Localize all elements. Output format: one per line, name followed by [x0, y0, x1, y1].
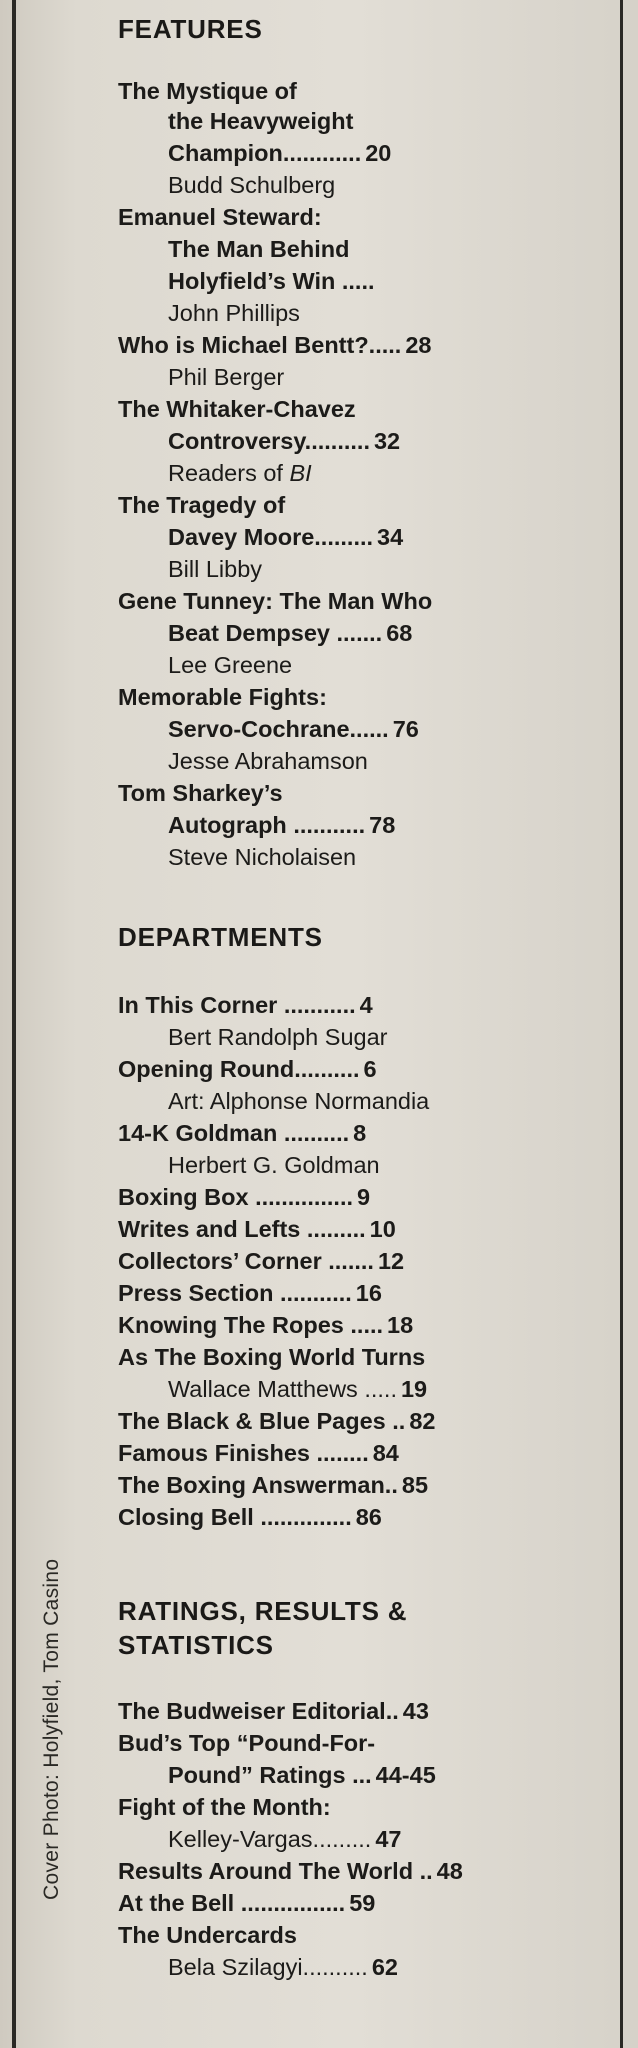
toc-entry-title: Kelley-Vargas......... 47 — [168, 1826, 402, 1852]
toc-entry-author: Art: Alphonse Normandia — [168, 1088, 430, 1114]
toc-entry-author: Jesse Abrahamson — [168, 748, 368, 774]
toc-entry-title: Bud’s Top “Pound-For- — [118, 1730, 376, 1756]
page-number: 86 — [355, 1504, 382, 1530]
page-number: 6 — [363, 1056, 377, 1082]
page-number: 16 — [355, 1280, 382, 1306]
toc-entry-title: Autograph ........... 78 — [168, 812, 396, 838]
toc-entry-title: Servo-Cochrane...... 76 — [168, 716, 419, 742]
toc-entry-author: Phil Berger — [168, 364, 285, 390]
toc-entry-title: The Tragedy of — [118, 492, 286, 518]
toc-entry-title: Emanuel Steward: — [118, 204, 322, 230]
toc-entry-title: Gene Tunney: The Man Who — [118, 588, 433, 614]
toc-entry-title: The Mystique of — [118, 78, 297, 104]
right-border-rule — [620, 0, 623, 2048]
page-number: 48 — [436, 1858, 463, 1884]
toc-entry-author: Readers of BI — [168, 460, 312, 486]
toc-entry-author: Lee Greene — [168, 652, 293, 678]
toc-entry-title: Bela Szilagyi.......... 62 — [168, 1954, 398, 1980]
toc-entry-author: John Phillips — [168, 300, 300, 326]
toc-entry-title: Champion............ 20 — [168, 140, 392, 166]
page-number: 34 — [377, 524, 404, 550]
page-number: 32 — [373, 428, 401, 454]
toc-entry-title: Famous Finishes ........ 84 — [118, 1440, 399, 1466]
toc-entry-title: Results Around The World .. 48 — [118, 1858, 463, 1884]
toc-entry-title: Closing Bell .............. 86 — [118, 1504, 382, 1530]
toc-entry-title: The Black & Blue Pages .. 82 — [118, 1408, 436, 1434]
toc-entry-title: Press Section ........... 16 — [118, 1280, 382, 1306]
toc-entry-author: Budd Schulberg — [168, 172, 336, 198]
page-number: 62 — [371, 1954, 398, 1980]
toc-entry-title: The Whitaker-Chavez — [118, 396, 356, 422]
toc-entry-title: At the Bell ................ 59 — [118, 1890, 376, 1916]
page-number: 8 — [353, 1120, 367, 1146]
page-number: 43 — [402, 1698, 429, 1724]
toc-entry-title: Knowing The Ropes ..... 18 — [118, 1312, 414, 1338]
toc-entry-title: The Budweiser Editorial.. 43 — [118, 1698, 429, 1724]
toc-entry-title: Who is Michael Bentt?..... 28 — [118, 332, 432, 358]
page-number: 76 — [392, 716, 419, 742]
page-number: 59 — [349, 1890, 376, 1916]
page-number: 44-45 — [375, 1762, 436, 1788]
page-number: 4 — [359, 992, 373, 1018]
page-number: 18 — [387, 1312, 414, 1338]
ratings-heading: RATINGS, RESULTS & — [118, 1596, 408, 1626]
features-heading: FEATURES — [118, 14, 263, 44]
left-border-rule — [12, 0, 16, 2048]
toc-entry-author: Bill Libby — [168, 556, 263, 582]
page-number: 19 — [400, 1376, 428, 1402]
page-number: 12 — [377, 1248, 405, 1274]
toc-entry-author: Herbert G. Goldman — [168, 1152, 380, 1178]
toc-entry-title: Fight of the Month: — [118, 1794, 331, 1820]
departments-heading: DEPARTMENTS — [118, 922, 323, 952]
toc-entry-title: Opening Round.......... 6 — [118, 1056, 377, 1082]
page-number: 68 — [386, 620, 413, 646]
toc-entry-title: Collectors’ Corner ....... 12 — [118, 1248, 405, 1274]
toc-entry-title: The Boxing Answerman.. 85 — [118, 1472, 429, 1498]
page-number: 78 — [369, 812, 396, 838]
page-number: 20 — [365, 140, 392, 166]
toc-entry-title: Beat Dempsey ....... 68 — [168, 620, 413, 646]
page-number: 85 — [401, 1472, 429, 1498]
toc-entry-author: Steve Nicholaisen — [168, 844, 357, 870]
toc-entry-author: Wallace Matthews ..... 19 — [168, 1376, 428, 1402]
toc-entry-title: The Man Behind — [168, 236, 350, 262]
toc-entry-title: Pound” Ratings ... 44-45 — [168, 1762, 436, 1788]
page-number: 82 — [409, 1408, 436, 1434]
toc-entry-title: In This Corner ........... 4 — [118, 992, 373, 1018]
page-number: 47 — [375, 1826, 402, 1852]
toc-entry-title: the Heavyweight — [168, 108, 354, 134]
toc-entry-title: Memorable Fights: — [118, 684, 327, 710]
toc-entry-title: Controversy.......... 32 — [168, 428, 401, 454]
toc-entry-title: Boxing Box ............... 9 — [118, 1184, 371, 1210]
toc-entry-title: Tom Sharkey’s — [118, 780, 283, 806]
toc-entry-author: Bert Randolph Sugar — [168, 1024, 388, 1050]
page-number: 28 — [405, 332, 432, 358]
toc-entry-title: The Undercards — [118, 1922, 297, 1948]
toc-entry-title: As The Boxing World Turns — [118, 1344, 426, 1370]
cover-photo-credit: Cover Photo: Holyfield, Tom Casino — [40, 1558, 63, 1900]
toc-entry-title: Holyfield’s Win ..... — [168, 268, 375, 294]
page-number: 9 — [357, 1184, 371, 1210]
page-number: 84 — [372, 1440, 399, 1466]
toc-entry-title: Writes and Lefts ......... 10 — [118, 1216, 396, 1242]
toc-entry-title: 14-K Goldman .......... 8 — [118, 1120, 367, 1146]
page-number: 10 — [369, 1216, 396, 1242]
ratings-heading: STATISTICS — [118, 1630, 274, 1660]
toc-entry-title: Davey Moore......... 34 — [168, 524, 404, 550]
